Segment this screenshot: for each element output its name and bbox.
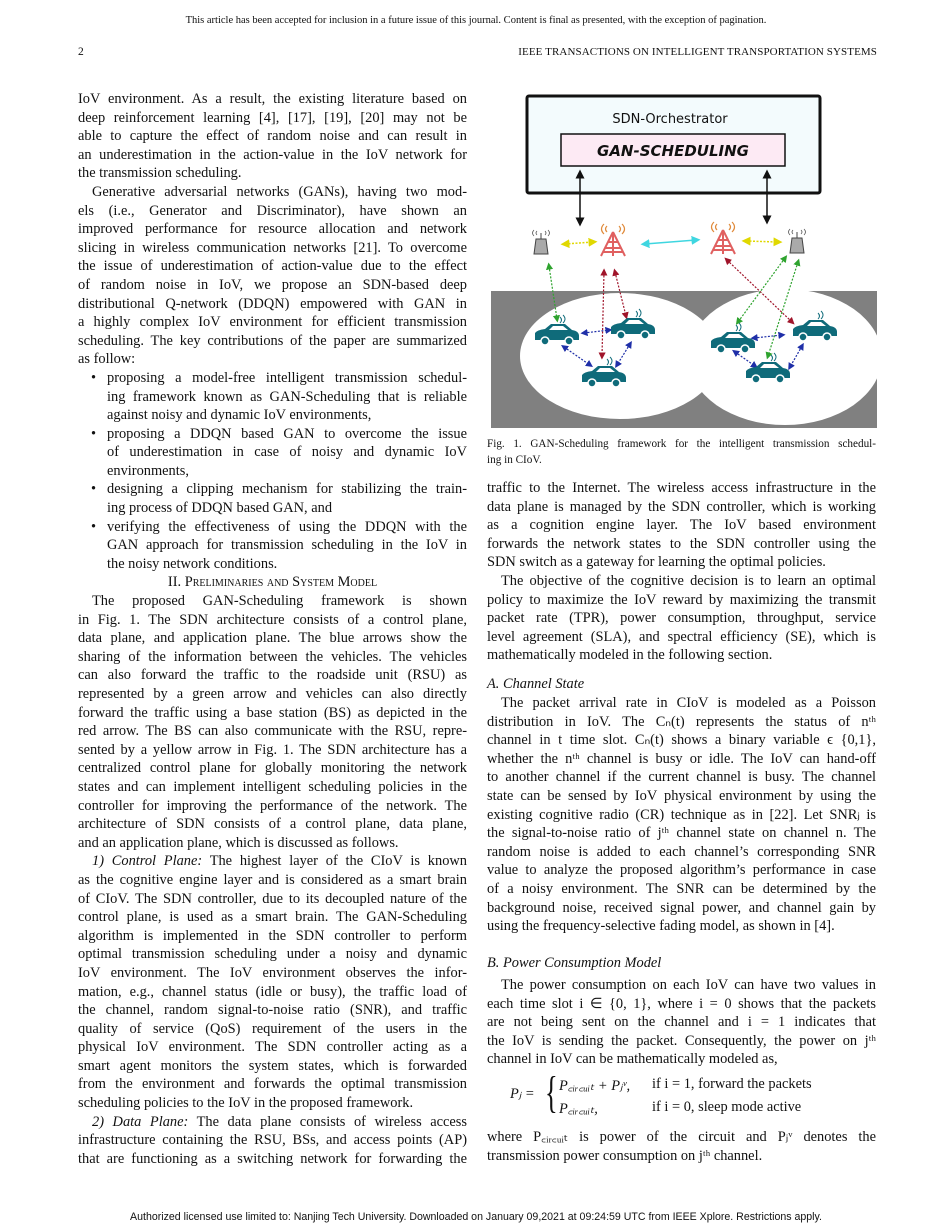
figure-1-diagram <box>488 88 880 433</box>
section-heading: II. Preliminaries and System Model <box>167 574 378 591</box>
text-line: each time slot i ∈ {0, 1}, where i = 0 shows that the packets <box>487 995 876 1012</box>
text-line: Generative adversarial networks (GANs), having two mod- <box>92 183 467 200</box>
text-line: The proposed GAN-Scheduling framework is shown <box>92 593 467 610</box>
text-line: of underestimation in case of noisy and dynamic IoV <box>107 444 467 461</box>
text-line: control plane, is used as a smart brain. The GAN-Scheduling <box>78 909 467 926</box>
subsection-heading-channel-state: A. Channel State <box>487 676 585 692</box>
right-column-p1 <box>487 479 876 572</box>
text-line: environments, <box>107 462 189 479</box>
license-footer: Authorized licensed use limited to: Nanjing Tech University. Downloaded on January 09,2021 at 09:24:59 UTC from IEEE Xplore. Restrictions apply. <box>130 1211 822 1223</box>
text-line: and an application plane, which is discussed as follows. <box>78 834 399 851</box>
text-line: policy to maximize the IoV reward by maximizing the transmit <box>487 591 876 608</box>
text-line: channel in t time slot. Cₙ(t) shows a binary variable ϵ {0,1}, <box>487 732 876 749</box>
run-in-heading: 1) Control Plane: <box>92 853 203 870</box>
text-line: from the environment and forwards the optimal transmission <box>78 1076 467 1093</box>
rsu-icon-right <box>789 229 806 253</box>
rsu-icon-left <box>533 230 550 254</box>
text-line: quality of service (QoS) requirement of the users in the <box>78 1020 467 1037</box>
text-line: in Fig. 1. The SDN architecture consists of a control plane, <box>78 611 467 628</box>
list-item <box>78 425 467 481</box>
text-line: traffic to the Internet. The wireless access infrastructure in the <box>487 480 876 496</box>
text-line: the channel, random signal-to-noise ratio (SNR), and traffic <box>78 1002 467 1019</box>
text-line: ing in CIoV. <box>487 453 542 466</box>
text-line <box>78 852 467 871</box>
right-column-p4 <box>487 976 876 1069</box>
text-line: of a noisy environment. The SNR can be determined by the <box>487 880 876 897</box>
text-line: as a cognition engine layer. The IoV based environment <box>487 517 876 534</box>
text-line: level agreement (SLA), and spectral efficiency (SE), which is <box>487 628 876 645</box>
text-line: smart agent monitors the system states, which is forwarded <box>78 1057 467 1074</box>
equation-case2-condition: if i = 0, sleep mode active <box>652 1099 802 1115</box>
right-column-p5 <box>487 1128 876 1165</box>
text-line: algorithm is implemented in the SDN controller to perform <box>78 927 467 944</box>
text-line: background noise, received signal power, and channel gain by <box>487 899 876 916</box>
base-station-icon-right <box>711 222 735 254</box>
text-line: are not being sent on the channel and i = 1 indicates that <box>487 1014 876 1031</box>
text-line: sharing of the information between the vehicles. The vehicles <box>78 648 467 665</box>
text-line: forwards the network states to the SDN controller using the <box>487 535 876 552</box>
text-line: The objective of the cognitive decision is to learn an optimal <box>501 573 876 589</box>
paragraph <box>78 183 467 369</box>
text-line: value to analyze the proposed algorithm’s performance in case <box>487 862 876 879</box>
acceptance-banner: This article has been accepted for inclusion in a future issue of this journal. Content is final as presented, with the exception of pagination. <box>185 15 767 26</box>
paragraph <box>78 90 467 183</box>
bullet-icon: • <box>91 425 97 442</box>
text-line: improved performance for resource allocation and network <box>78 221 467 238</box>
text-line: a highly complex IoV environment for efficient transmission <box>78 314 467 331</box>
text-line: Fig. 1. GAN-Scheduling framework for the intelligent transmission schedul- <box>487 438 876 450</box>
text-line: scheduling. The key contributions of the paper are summarized <box>78 332 467 349</box>
bullet-icon: • <box>91 369 97 386</box>
text-line: els (i.e., Generator and Discriminator), have shown an <box>78 202 467 219</box>
text-line: The power consumption on each IoV can have two values in <box>501 977 876 993</box>
equation-case1-condition: if i = 1, forward the packets <box>652 1076 812 1092</box>
text-line: controller for improving the performance of the network. The <box>78 797 467 814</box>
text-line: ing framework known as GAN-Scheduling that is reliable <box>107 388 467 405</box>
text-line: as follow: <box>78 351 136 368</box>
line-text: The highest layer of the CIoV is known <box>202 853 467 870</box>
figure-caption <box>487 437 876 468</box>
equation-case1-expression: P꜀ᵢᵣ꜀ᵤᵢₜ + Pⱼᵛ, <box>559 1078 631 1094</box>
text-line: packet rate (TPR), power consumption, throughput, service <box>487 610 876 627</box>
run-in-heading: 2) Data Plane: <box>92 1113 189 1130</box>
equation-lhs: Pⱼ = <box>510 1086 535 1102</box>
text-line: where P꜀ᵢᵣ꜀ᵤᵢₜ is power of the circuit and Pⱼᵛ denotes the <box>487 1129 876 1145</box>
text-line: designing a clipping mechanism for stabilizing the train- <box>107 481 467 498</box>
list-item <box>78 480 467 517</box>
text-line: can also forward the traffic to the roadside unit (RSU) as <box>78 667 467 684</box>
text-line: centralized control plane for globally monitoring the network <box>78 760 467 777</box>
text-line: distributional Q-network (DDQN) empowered with GAN in <box>78 295 467 312</box>
text-line: whether the nᵗʰ channel is busy or idle. The IoV can hand-off <box>487 750 876 767</box>
subsection-heading-power: B. Power Consumption Model <box>487 955 662 971</box>
list-item <box>78 518 467 574</box>
text-line: architecture of SDN consists of a control plane, data plane, <box>78 816 467 833</box>
text-line: data plane, and application plane. The blue arrows show the <box>78 630 467 647</box>
text-line: IoV environment. The IoV environment observes the infor- <box>78 964 467 981</box>
yellow-arrow <box>565 242 593 244</box>
text-line: mation, e.g., channel status (idle or busy), the traffic load of <box>78 983 467 1000</box>
text-line: verifying the effectiveness of using the DDQN with the <box>107 518 467 535</box>
text-line: forward the traffic using a base station (BS) as depicted in the <box>78 704 467 721</box>
list-item <box>78 369 467 425</box>
text-line: The packet arrival rate in CIoV is modeled as a Poisson <box>501 695 876 711</box>
text-line: deep reinforcement learning [4], [17], [19], [20] may not be <box>78 109 467 126</box>
text-line: using the frequency-selective fading model, as shown in [4]. <box>487 918 835 935</box>
text-line: the signal-to-noise ratio of jᵗʰ channel state on channel n. The <box>487 825 876 842</box>
text-line: proposing a model-free intelligent transmission schedul- <box>107 369 467 386</box>
text-line: data plane is managed by the SDN controller, which is working <box>487 498 876 515</box>
line-text: The data plane consists of wireless access <box>188 1113 467 1130</box>
text-line: states and can implement intelligent scheduling policies in the <box>78 778 467 795</box>
contributions-list <box>78 369 467 574</box>
text-line: the issue of underestimation of action-value due to the effect <box>78 258 467 275</box>
yellow-arrow <box>746 241 778 242</box>
equation-case2-expression: P꜀ᵢᵣ꜀ᵤᵢₜ, <box>559 1101 598 1117</box>
text-line: physical IoV environment. The SDN controller acting as a <box>78 1039 467 1056</box>
bullet-icon: • <box>91 518 97 535</box>
right-column-p2 <box>487 572 876 665</box>
gan-scheduling-label: GAN-SCHEDULING <box>597 142 749 160</box>
cyan-arrow <box>645 240 696 244</box>
text-line: IoV environment. As a result, the existing literature based on <box>78 91 467 107</box>
base-station-icon-left <box>601 224 625 256</box>
text-line: ing process of DDQN based GAN, and <box>107 500 333 517</box>
text-line: scheduling policies to the IoV in the proposed framework. <box>78 1095 414 1112</box>
text-line: distribution in IoV. The Cₙ(t) represents the status of nᵗʰ <box>487 713 876 730</box>
text-line: state can be sensed by IoV physical environment by using the <box>487 787 876 804</box>
text-line: infrastructure containing the RSU, BSs, and access points (AP) <box>78 1132 467 1149</box>
text-line: existing cognitive radio (CR) technique as in [22]. Let SNRⱼ is <box>487 806 876 823</box>
equation-brace: { <box>545 1068 558 1117</box>
text-line: the noisy network conditions. <box>107 555 278 572</box>
text-line: of CIoV. The SDN controller, due to its decoupled nature of the <box>78 890 467 907</box>
text-line: red arrow. The BS can also communicate with the RSU, repre- <box>78 723 467 740</box>
text-line: optimal transmission scheduling under a noisy and dynamic <box>78 946 467 963</box>
text-line: random noise is added to each channel’s corresponding SNR <box>487 843 876 860</box>
text-line: as the cognitive engine layer and is considered as a smart brain <box>78 871 467 888</box>
text-line: transmission power consumption on jᵗʰ channel. <box>487 1147 763 1164</box>
right-column-p3 <box>487 694 876 936</box>
paragraph-data-plane <box>78 1113 467 1169</box>
text-line: proposing a DDQN based GAN to overcome the issue <box>107 425 467 442</box>
power-equation <box>487 1068 877 1122</box>
text-line: sented by a yellow arrow in Fig. 1. The SDN architecture has a <box>78 741 467 758</box>
vehicle-cluster-right <box>688 289 880 425</box>
text-line: GAN approach for transmission scheduling in the IoV in <box>107 537 467 554</box>
sdn-orchestrator-label: SDN-Orchestrator <box>612 112 728 127</box>
text-line: that are functioning as a switching network for forwarding the <box>78 1150 467 1167</box>
text-line: against noisy and dynamic IoV environments, <box>107 407 372 424</box>
text-line: to another channel if the current channel is busy. The channel <box>487 769 876 786</box>
page-number: 2 <box>78 46 84 58</box>
text-line: an underestimation in the action-value in the IoV network for <box>78 146 467 163</box>
text-line: slicing in wireless communication networks [21]. To overcome <box>78 239 467 256</box>
text-line: mathematically modeled in the following section. <box>487 647 773 664</box>
left-column <box>78 90 467 1168</box>
text-line: SDN switch as a gateway for learning the optimal policies. <box>487 554 826 571</box>
paragraph <box>78 592 467 852</box>
text-line: the IoV is sending the packet. Consequently, the power on jᵗʰ <box>487 1032 876 1049</box>
bullet-icon: • <box>91 481 97 498</box>
text-line: channel in IoV can be mathematically modeled as, <box>487 1051 778 1068</box>
paragraph-control-plane <box>78 852 467 1112</box>
journal-title: IEEE TRANSACTIONS ON INTELLIGENT TRANSPORTATION SYSTEMS <box>518 46 877 58</box>
text-line: represented by a green arrow and vehicles can also directly <box>78 686 467 702</box>
text-line: of random noise in IoV, we propose an SDN-based deep <box>78 276 467 293</box>
text-line: able to capture the effect of random noise and can result in <box>78 128 467 145</box>
text-line: the transmission scheduling. <box>78 165 242 182</box>
text-line <box>78 1113 467 1132</box>
